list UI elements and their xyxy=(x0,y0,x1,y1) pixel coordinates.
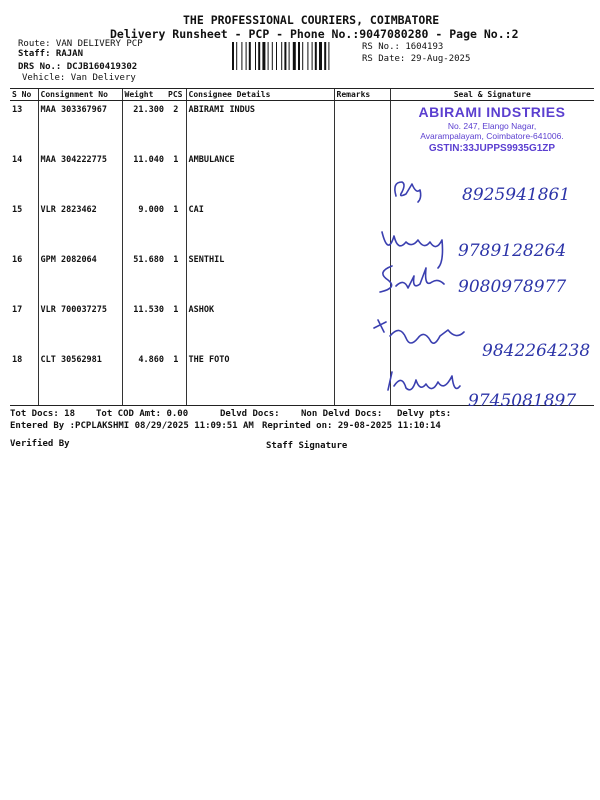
cell-consignee: CAI xyxy=(186,201,334,251)
barcode-bar xyxy=(281,42,282,70)
cell-sno: 13 xyxy=(12,105,23,115)
stamp-gstin: GSTIN:33JUPPS9935G1ZP xyxy=(428,143,556,154)
barcode-bar xyxy=(302,42,303,70)
runsheet-title: Delivery Runsheet - PCP - Phone No.:9047080280 - Page No.:2 xyxy=(110,27,519,41)
cell-sno: 16 xyxy=(12,255,23,265)
cell-pcs: 1 xyxy=(166,351,186,406)
handwritten-phone: 9745081897 xyxy=(468,391,577,410)
barcode-bar xyxy=(298,42,300,70)
company-title: THE PROFESSIONAL COURIERS, COIMBATORE xyxy=(183,13,440,27)
handwritten-phone: 9842264238 xyxy=(482,341,590,361)
cell-weight: 11.040 xyxy=(122,151,166,201)
barcode-bar xyxy=(319,42,322,70)
col-seal-signature: Seal & Signature xyxy=(390,89,594,101)
cell-consignment: VLR 2823462 xyxy=(38,201,122,251)
cell-consignee: SENTHIL xyxy=(186,251,334,301)
barcode-bar xyxy=(241,42,242,70)
vehicle-label: Vehicle: Van Delivery xyxy=(22,73,136,83)
cell-remarks xyxy=(334,151,390,201)
table-header-row xyxy=(10,89,594,101)
col-sno: S No xyxy=(10,89,38,101)
barcode xyxy=(232,42,356,70)
signature-row-17 xyxy=(370,314,590,362)
barcode-bar xyxy=(255,42,256,70)
barcode-bar xyxy=(289,42,290,70)
cell-consignment: MAA 304222775 xyxy=(38,151,122,201)
cell-sno: 14 xyxy=(12,155,23,165)
cell-weight: 51.680 xyxy=(122,251,166,301)
cell-consignee: THE FOTO xyxy=(186,351,334,406)
col-pcs: PCS xyxy=(166,89,186,101)
delivered-docs: Delvd Docs: xyxy=(220,409,280,419)
col-consignment: Consignment No xyxy=(38,89,122,101)
barcode-bar xyxy=(272,42,273,70)
handwritten-phone: 9789128264 xyxy=(458,241,567,261)
cell-consignment: GPM 2082064 xyxy=(38,251,122,301)
barcode-bar xyxy=(232,42,234,70)
cell-consignment: CLT 30562981 xyxy=(38,351,122,406)
col-remarks: Remarks xyxy=(334,89,390,101)
cell-weight: 11.530 xyxy=(122,301,166,351)
cell-pcs: 1 xyxy=(173,155,179,165)
barcode-bar xyxy=(315,42,317,70)
barcode-bar xyxy=(236,42,237,70)
signature-row-14 xyxy=(388,172,588,208)
entered-by: Entered By :PCPLAKSHMI 08/29/2025 11:09:51 AM xyxy=(10,421,254,431)
barcode-bar xyxy=(324,42,326,70)
cell-sno: 17 xyxy=(12,305,23,315)
stamp-address-line1: No. 247, Elango Nagar, xyxy=(447,121,537,131)
total-docs: Tot Docs: 18 xyxy=(10,409,76,419)
total-cod-amount: Tot COD Amt: 0.00 xyxy=(96,409,189,419)
reprinted-on: Reprinted on: 29-08-2025 11:10:14 xyxy=(262,421,441,431)
cell-weight: 21.300 xyxy=(122,101,166,152)
barcode-bar xyxy=(312,42,313,70)
cell-consignee: AMBULANCE xyxy=(186,151,334,201)
cell-weight: 4.860 xyxy=(122,351,166,406)
barcode-bar xyxy=(284,42,286,70)
route-label: Route: VAN DELIVERY PCP xyxy=(18,39,143,49)
barcode-bar xyxy=(246,42,247,70)
cell-pcs: 1 xyxy=(173,305,179,315)
col-consignee: Consignee Details xyxy=(186,89,334,101)
signature-row-18 xyxy=(382,364,600,410)
barcode-bar xyxy=(262,42,265,70)
non-delivered-docs: Non Delvd Docs: xyxy=(301,409,383,419)
cell-weight: 9.000 xyxy=(122,201,166,251)
barcode-bar xyxy=(276,42,277,70)
cell-consignment: VLR 700037275 xyxy=(38,301,122,351)
stamp-address-line2: Avarampalayam, Coimbatore-641006. xyxy=(420,131,564,141)
barcode-bar xyxy=(328,42,329,70)
company-stamp xyxy=(392,104,592,154)
stamp-company-name: ABIRAMI INDSTRIES xyxy=(418,104,566,120)
drs-number: DRS No.: DCJB160419302 xyxy=(18,62,138,72)
cell-consignee: ASHOK xyxy=(186,301,334,351)
cell-pcs: 1 xyxy=(173,205,179,215)
cell-sno: 18 xyxy=(10,351,38,406)
delivery-points: Delvy pts: xyxy=(397,409,452,419)
barcode-bar xyxy=(307,42,308,70)
cell-consignee: ABIRAMI INDUS xyxy=(186,101,334,152)
handwritten-phone: 9080978977 xyxy=(458,277,567,297)
cell-sno: 15 xyxy=(12,205,23,215)
handwritten-phone: 8925941861 xyxy=(462,185,571,205)
staff-label: Staff: RAJAN xyxy=(18,49,84,59)
cell-consignment: MAA 303367967 xyxy=(38,101,122,152)
staff-signature: Staff Signature xyxy=(266,441,348,451)
cell-pcs: 2 xyxy=(173,105,179,115)
cell-pcs: 1 xyxy=(173,255,179,265)
rs-number: RS No.: 1604193 xyxy=(362,42,444,52)
barcode-bar xyxy=(258,42,260,70)
cell-remarks xyxy=(334,101,390,152)
rs-date: RS Date: 29-Aug-2025 xyxy=(362,54,471,64)
verified-by: Verified By xyxy=(10,439,70,449)
signature-row-16 xyxy=(374,258,594,304)
barcode-bar xyxy=(249,42,251,70)
barcode-bar xyxy=(293,42,296,70)
barcode-bar xyxy=(268,42,269,70)
col-weight: Weight xyxy=(122,89,166,101)
